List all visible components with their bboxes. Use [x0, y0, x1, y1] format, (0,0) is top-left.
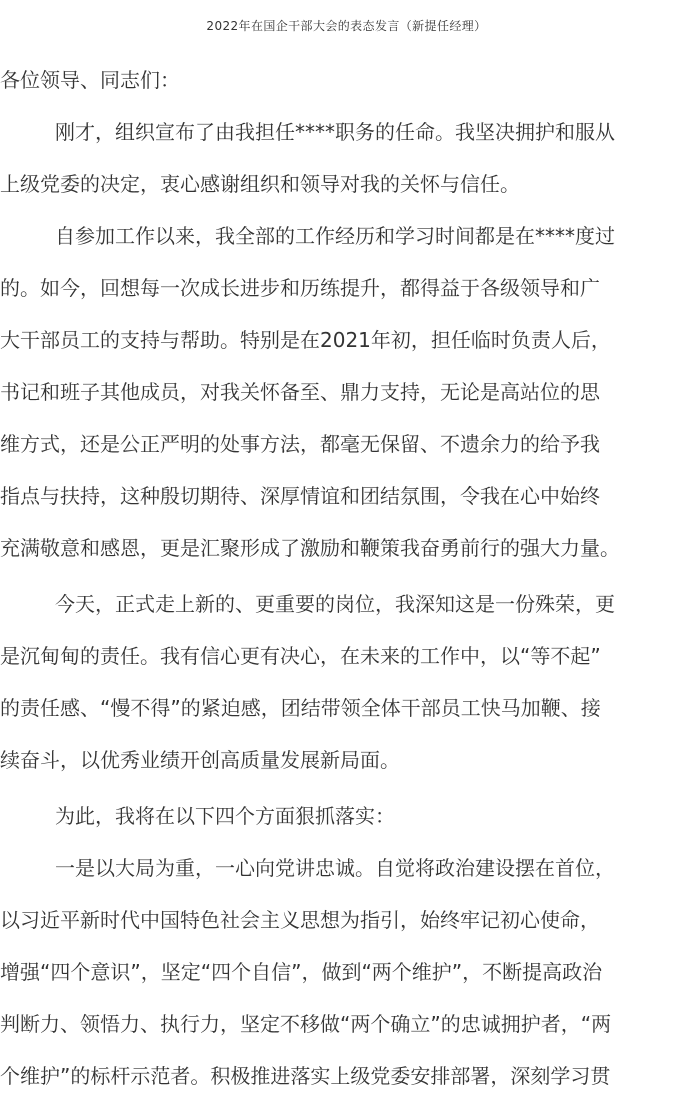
document-title: 2022年在国企干部大会的表态发言（新提任经理） [206, 19, 487, 33]
text-line: 一是以大局为重，一心向党讲忠诚。自觉将政治建设摆在首位， [55, 856, 615, 880]
text-line: 大干部员工的支持与帮助。特别是在2021年初，担任临时负责人后， [0, 328, 611, 352]
text-line: 自参加工作以来，我全部的工作经历和学习时间都是在****度过 [55, 224, 615, 248]
text-line: 刚才，组织宣布了由我担任****职务的任命。我坚决拥护和服从 [55, 120, 615, 144]
text-line: 续奋斗，以优秀业绩开创高质量发展新局面。 [0, 748, 400, 772]
text-line: 以习近平新时代中国特色社会主义思想为指引，始终牢记初心使命， [0, 908, 600, 932]
text-line: 上级党委的决定，衷心感谢组织和领导对我的关怀与信任。 [0, 172, 520, 196]
text-line: 的责任感、“慢不得”的紧迫感，团结带领全体干部员工快马加鞭、接 [0, 696, 601, 720]
text-line: 是沉甸甸的责任。我有信心更有决心，在未来的工作中，以“等不起” [0, 644, 601, 668]
text-line: 充满敬意和感恩，更是汇聚形成了激励和鞭策我奋勇前行的强大力量。 [0, 536, 620, 560]
text-line: 个维护”的标杆示范者。积极推进落实上级党委安排部署，深刻学习贯 [0, 1064, 611, 1088]
text-line: 的。如今，回想每一次成长进步和历练提升，都得益于各级领导和广 [0, 276, 600, 300]
salutation-line: 各位领导、同志们： [0, 68, 180, 92]
text-line: 判断力、领悟力、执行力，坚定不移做“两个确立”的忠诚拥护者，“两 [0, 1012, 612, 1036]
text-line: 今天，正式走上新的、更重要的岗位，我深知这是一份殊荣，更 [55, 592, 615, 616]
text-line: 指点与扶持，这种殷切期待、深厚情谊和团结氛围，令我在心中始终 [0, 484, 600, 508]
text-line: 维方式，还是公正严明的处事方法，都毫无保留、不遗余力的给予我 [0, 432, 600, 456]
text-line: 书记和班子其他成员，对我关怀备至、鼎力支持，无论是高站位的思 [0, 380, 600, 404]
text-line: 增强“四个意识”，坚定“四个自信”，做到“两个维护”，不断提高政治 [0, 960, 603, 984]
text-line: 为此，我将在以下四个方面狠抓落实： [55, 804, 395, 828]
